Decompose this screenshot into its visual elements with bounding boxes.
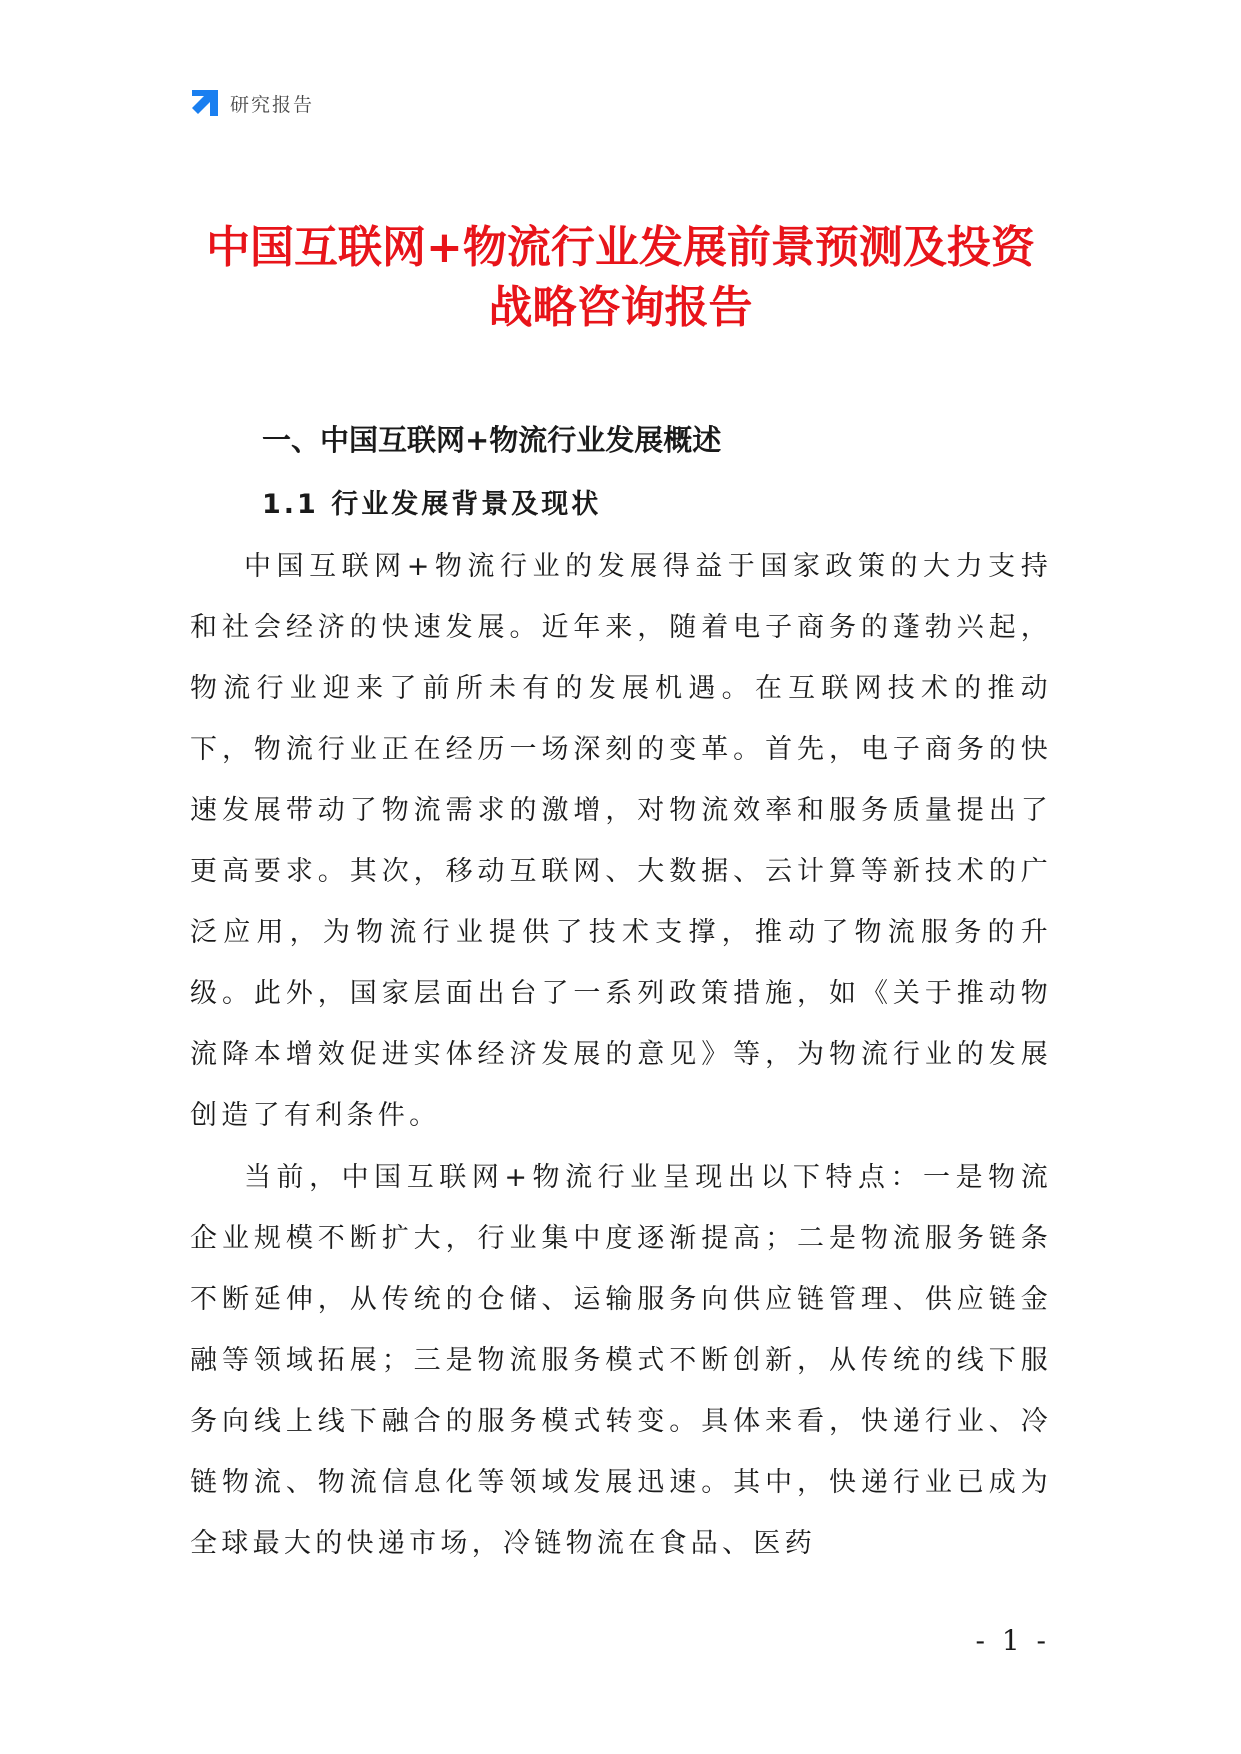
body-paragraph-2: 当前，中国互联网+物流行业呈现出以下特点：一是物流企业规模不断扩大，行业集中度逐渐提高；二是物流服务链条不断延伸，从传统的仓储、运输服务向供应链管理、供应链金融等领域拓展；三是物流服务模式不断创新，从传统的线下服务向线上线下融合的服务模式转变。具体来看，快递行业、冷链物流、物流信息化等领域发展迅速。其中，快递行业已成为全球最大的快递市场，冷链物流在食品、医药 (190, 1162, 1052, 1559)
body-paragraph-1: 中国互联网+物流行业的发展得益于国家政策的大力支持和社会经济的快速发展。近年来，随着电子商务的蓬勃兴起，物流行业迎来了前所未有的发展机遇。在互联网技术的推动下，物流行业正在经历一场深刻的变革。首先，电子商务的快速发展带动了物流需求的激增，对物流效率和服务质量提出了更高要求。其次，移动互联网、大数据、云计算等新技术的广泛应用，为物流行业提供了技术支撑，推动了物流服务的升级。此外，国家层面出台了一系列政策措施，如《关于推动物流降本增效促进实体经济发展的意见》等，为物流行业的发展创造了有利条件。 (190, 551, 1052, 1131)
title-line-2: 战略咨询报告 (488, 282, 753, 333)
page-number: - 1 - (975, 1624, 1050, 1657)
header-label: 研究报告 (230, 93, 315, 116)
subsection-heading: 1.1 行业发展背景及现状 (262, 489, 602, 520)
title-line-1: 中国互联网+物流行业发展前景预测及投资 (206, 222, 1035, 273)
section-heading: 一、中国互联网+物流行业发展概述 (262, 423, 722, 457)
report-header (190, 88, 314, 118)
diagonal-arrow-icon (190, 88, 220, 118)
document-title (150, 218, 1091, 338)
